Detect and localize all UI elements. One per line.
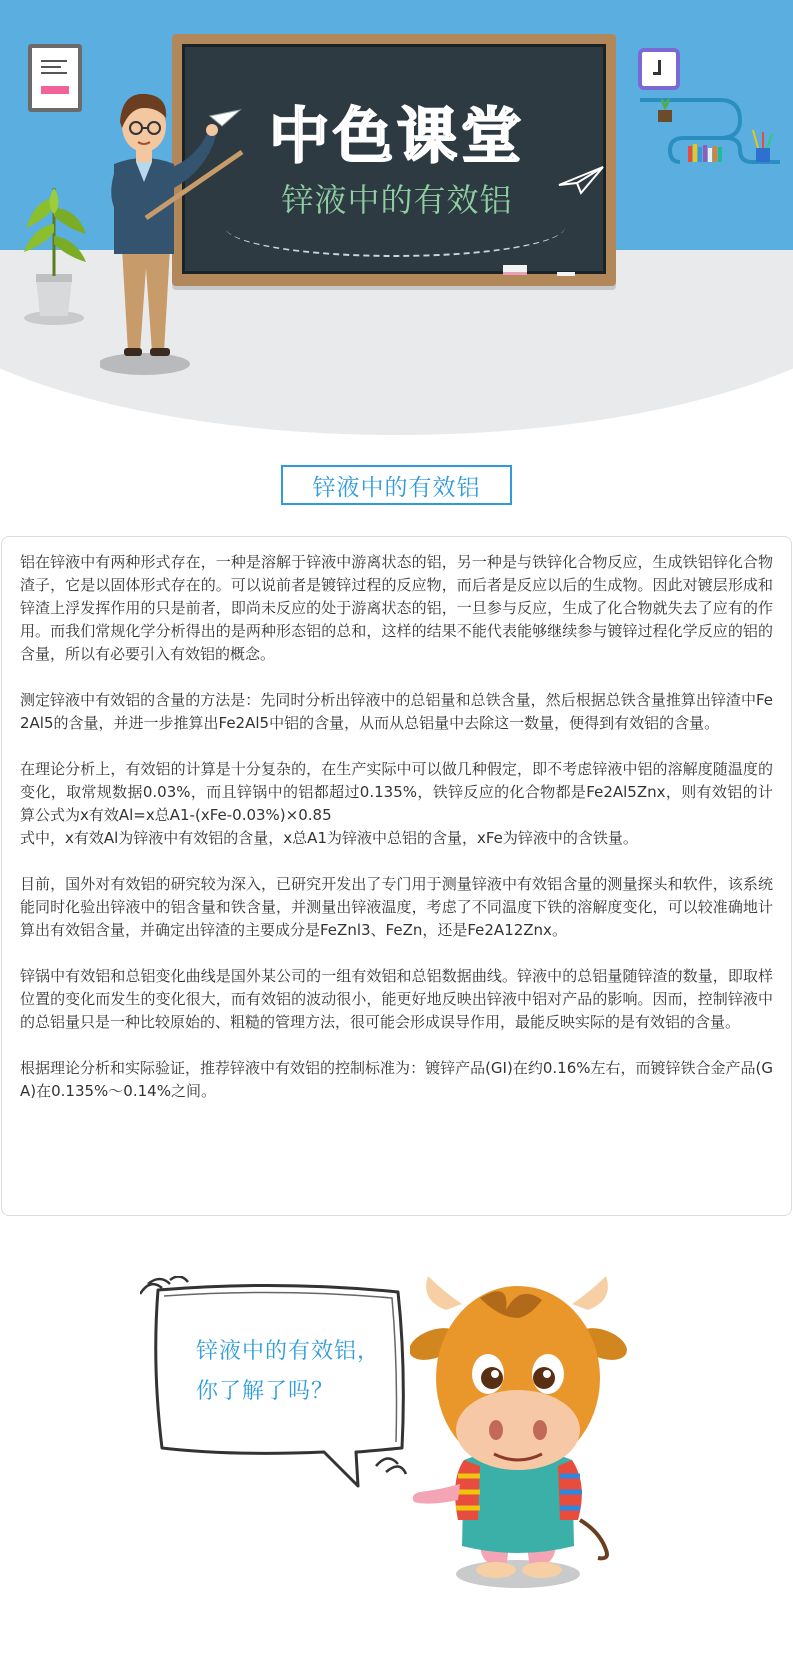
bubble-line-1: 锌液中的有效铝， [196, 1339, 381, 1364]
eraser [503, 265, 527, 275]
section-title: 锌液中的有效铝 [281, 465, 512, 505]
article-paragraph-4: 目前，国外对有效铝的研究较为深入，已研究开发出了专门用于测量锌液中有效铝含量的测量探头和软件，该系统能同时化验出锌液中的铝含量和铁含量，并测量出锌液温度，考虑了不同温度下铁的溶解度变化，可以较准确地计算出有效铝含量，并确定出锌渣的主要成分是FeZnl3、FeZn，还是Fe2A12Znx。 [20, 875, 773, 939]
hero-banner [0, 0, 793, 440]
potted-plant [20, 178, 100, 328]
board-dashed-curve [225, 197, 565, 257]
article-paragraph-1: 铝在锌液中有两种形式存在，一种是溶解于锌液中游离状态的铝，另一种是与铁锌化合物反应，生成铁铝锌化合物渣子，它是以固体形式存在的。可以说前者是镀锌过程的反应物，而后者是反应以后的生成物。因此对镀层形成和锌渣上浮发挥作用的只是前者，即尚未反应的处于游离状态的铝，一旦参与反应，生成了化合物就失去了应有的作用。而我们常规化学分析得出的是两种形态铝的总和，这样的结果不能代表能够继续参与镀锌过程化学反应的铝的含量，所以有必要引入有效铝的概念。 [20, 553, 773, 663]
article-paragraph-5: 锌锅中有效铝和总铝变化曲线是国外某公司的一组有效铝和总铝数据曲线。锌液中的总铝量随锌渣的数量，即取样位置的变化而发生的变化很大，而有效铝的波动很小，能更好地反映出锌液中铝对产品的影响。因而，控制锌液中的总铝量只是一种比较原始的、粗糙的管理方法，很可能会形成误导作用，最能反映实际的是有效铝的含量。 [20, 967, 773, 1031]
cow-mascot [410, 1270, 660, 1590]
board-subtitle: 锌液中的有效铝 [281, 181, 513, 219]
article-paragraph-3b: 式中，x有效Al为锌液中有效铝的含量，x总A1为锌液中总铝的含量，xFe为锌液中的含铁量。 [20, 829, 638, 847]
bubble-text [196, 1332, 380, 1412]
article-paragraph-6: 根据理论分析和实际验证，推荐锌液中有效铝的控制标准为：镀锌产品(GI)在约0.16%左右，而镀锌铁合金产品(GA)在0.135%～0.14%之间。 [20, 1059, 773, 1100]
article-card [1, 536, 792, 1216]
article-paragraph-2: 测定锌液中有效铝的含量的方法是：先同时分析出锌液中的总铝量和总铁含量，然后根据总铁含量推算出锌渣中Fe2Al5的含量，并进一步推算出Fe2Al5中铝的含量，从而从总铝量中去除这一数量，便得到有效铝的含量。 [20, 691, 773, 732]
bubble-line-2: 你了解了吗？ [196, 1379, 335, 1404]
teacher-illustration [100, 78, 255, 378]
board-title: 中色课堂 [269, 102, 525, 172]
chalk [557, 272, 575, 276]
paper-plane-icon [557, 165, 605, 195]
wall-poster [28, 44, 82, 112]
article-paragraph-3a: 在理论分析上，有效铝的计算是十分复杂的，在生产实际中可以做几种假定，即不考虑锌液中铝的溶解度随温度的变化，取常规数据0.03%，而且锌锅中的铝都超过0.135%，铁锌反应的化合物都是Fe2Al5Znx，则有效铝的计算公式为x有效Al=x总A1-(xFe-0.03%)×0.85 [20, 760, 773, 824]
wall-shelf [640, 92, 780, 172]
clock-icon [638, 48, 680, 90]
